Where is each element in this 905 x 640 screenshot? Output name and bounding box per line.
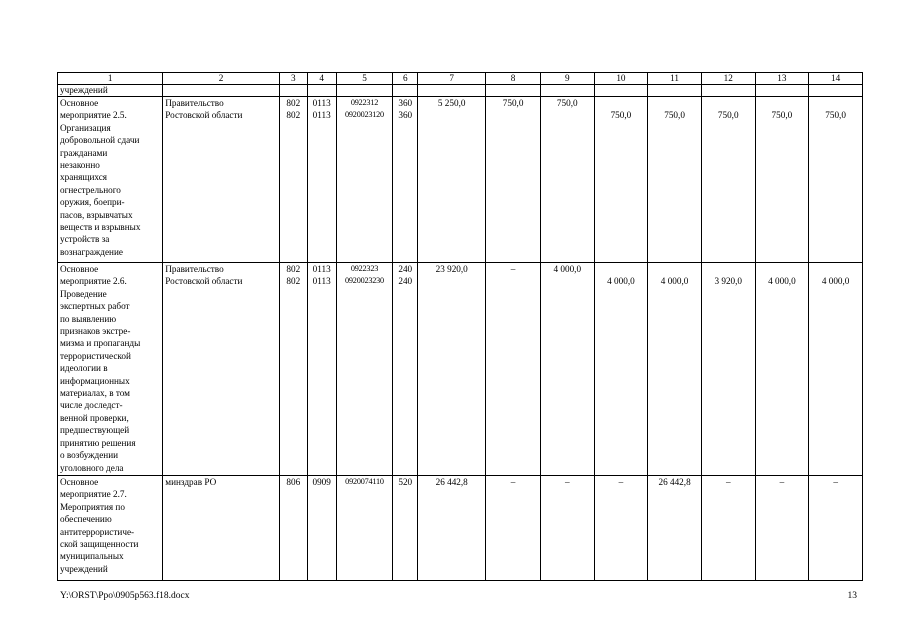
year-amount (648, 476, 702, 581)
activity-description-line: уголовного дела (60, 462, 124, 473)
activity-description-line: идеологии в (60, 363, 108, 374)
year-amount-value: – (618, 477, 624, 487)
col-header: 12 (701, 73, 755, 85)
table-row (58, 263, 863, 476)
activity-description-line: мизма и пропаганды (60, 338, 141, 349)
activity-description (58, 97, 163, 263)
year-amount (755, 263, 809, 476)
activity-description-line: ской защищенности (60, 539, 139, 550)
target-article-code-line: 0922323 (350, 264, 379, 273)
year-amount-value: 4 000,0 (607, 276, 635, 287)
activity-description-line: Основное (60, 477, 99, 487)
expense-type-code-line: 520 (398, 477, 413, 487)
year-amount-value: – (725, 477, 731, 487)
activity-description-line: устройств за (60, 234, 110, 245)
expense-type-code (393, 97, 418, 263)
activity-description-line: учреждений (60, 563, 108, 574)
year-amount-value: – (779, 477, 785, 487)
year-amount-value: 4 000,0 (768, 276, 796, 287)
year-amount (701, 476, 755, 581)
year-amount (594, 476, 648, 581)
target-article-code (336, 476, 393, 581)
activity-description (58, 263, 163, 476)
budget-table (57, 72, 863, 581)
continued-label: учреждений (58, 85, 163, 97)
section-code-line: 0909 (312, 477, 331, 487)
year-amount-value: 3 920,0 (714, 276, 743, 287)
year-amount-value: 4 000,0 (553, 264, 582, 274)
col-header: 10 (594, 73, 648, 85)
executor-line: Ростовской области (165, 276, 243, 287)
grbs-code-line: 806 (286, 477, 301, 487)
year-amount-value: 4 000,0 (821, 276, 850, 287)
year-amount (701, 263, 755, 476)
grbs-code-line: 802 (286, 110, 301, 121)
year-amount (540, 263, 594, 476)
year-amount (594, 97, 648, 263)
year-amount-value: 26 442,8 (658, 477, 691, 487)
activity-description-line: Проведение (60, 288, 107, 299)
col-header: 2 (163, 73, 280, 85)
total-amount (418, 97, 486, 263)
executor (163, 476, 280, 581)
target-article-code-line: 0922312 (350, 98, 379, 107)
col-header: 13 (755, 73, 809, 85)
grbs-code-line: 802 (286, 264, 301, 274)
year-amount-value: 750,0 (771, 110, 793, 121)
year-amount-value: – (564, 477, 570, 487)
year-amount-value: 750,0 (664, 110, 685, 121)
activity-description-line: незаконно (60, 160, 100, 171)
year-amount-value: 750,0 (556, 98, 578, 108)
expense-type-code-line: 240 (398, 276, 413, 287)
year-amount (540, 97, 594, 263)
activity-description-line: Основное (60, 98, 99, 108)
section-code (307, 263, 336, 476)
total-amount-value: 23 920,0 (435, 264, 468, 274)
year-amount-value: 750,0 (825, 110, 846, 121)
activity-description-line: мероприятие 2.5. (60, 110, 127, 121)
executor (163, 97, 280, 263)
section-code-line: 0113 (312, 98, 331, 108)
col-header: 6 (393, 73, 418, 85)
section-code (307, 97, 336, 263)
footer-page-number: 13 (847, 591, 857, 601)
section-code (307, 476, 336, 581)
grbs-code (279, 263, 307, 476)
activity-description-line: информационных (60, 375, 130, 386)
year-amount (809, 97, 863, 263)
grbs-code (279, 476, 307, 581)
activity-description-line: принятию решения (60, 437, 136, 448)
activity-description-line: хранящихся (60, 172, 108, 183)
year-amount-value: – (510, 477, 516, 487)
executor-line: минздрав РО (165, 477, 217, 487)
activity-description-line: оружия, боепри- (60, 197, 125, 208)
activity-description-line: мероприятие 2.7. (60, 489, 127, 500)
activity-description-line: Организация (60, 122, 111, 133)
activity-description-line: материалах, в том (60, 388, 130, 399)
expense-type-code-line: 240 (398, 264, 413, 274)
column-numbers-row (58, 73, 863, 85)
grbs-code-line: 802 (286, 98, 301, 108)
year-amount (809, 263, 863, 476)
year-amount-value: 4 000,0 (660, 276, 689, 287)
activity-description-line: экспертных работ (60, 301, 130, 312)
expense-type-code (393, 476, 418, 581)
total-amount-value: 26 442,8 (435, 477, 468, 487)
activity-description-line: Мероприятия по (60, 501, 125, 512)
executor-line: Правительство (165, 264, 224, 274)
total-amount (418, 263, 486, 476)
total-amount (418, 476, 486, 581)
section-code-line: 0113 (312, 264, 331, 274)
table-row (58, 97, 863, 263)
activity-description-line: мероприятие 2.6. (60, 276, 127, 287)
activity-description-line: антитеррористиче- (60, 526, 135, 537)
executor-line: Правительство (165, 98, 224, 108)
executor (163, 263, 280, 476)
col-header: 5 (336, 73, 393, 85)
executor-line: Ростовской области (165, 110, 243, 121)
activity-description (58, 476, 163, 581)
expense-type-code-line: 360 (398, 110, 413, 121)
col-header: 4 (307, 73, 336, 85)
activity-description-line: венной проверки, (60, 412, 129, 423)
year-amount (809, 476, 863, 581)
target-article-code-line: 0920074110 (345, 477, 384, 486)
year-amount-value: – (833, 477, 838, 487)
activity-description-line: террористической (60, 350, 131, 361)
year-amount (648, 263, 702, 476)
col-header: 9 (540, 73, 594, 85)
table-row (58, 476, 863, 581)
year-amount (540, 476, 594, 581)
activity-description-line: признаков экстре- (60, 326, 131, 337)
col-header: 7 (418, 73, 486, 85)
target-article-code (336, 263, 393, 476)
footer-file-path: Y:\ORST\Ppo\0905p563.f18.docx (60, 591, 190, 601)
col-header: 11 (648, 73, 702, 85)
activity-description-line: по выявлению (60, 313, 117, 324)
year-amount (486, 476, 541, 581)
col-header: 3 (279, 73, 307, 85)
year-amount-value: 750,0 (717, 110, 739, 121)
year-amount-value: 750,0 (610, 110, 632, 121)
col-header: 1 (58, 73, 163, 85)
expense-type-code-line: 360 (398, 98, 413, 108)
activity-description-line: Основное (60, 264, 99, 274)
year-amount-value: – (510, 264, 516, 274)
activity-description-line: предшествующей (60, 425, 130, 436)
total-amount-value: 5 250,0 (437, 98, 466, 108)
activity-description-line: о возбуждении (60, 450, 119, 461)
activity-description-line: муниципальных (60, 551, 124, 562)
col-header: 8 (486, 73, 541, 85)
col-header: 14 (809, 73, 863, 85)
section-code-line: 0113 (312, 110, 331, 121)
activity-description-line: пасов, взрывчатых (60, 209, 133, 220)
activity-description-line: веществ и взрывных (60, 222, 141, 233)
year-amount (701, 97, 755, 263)
year-amount (755, 97, 809, 263)
activity-description-line: добровольной сдачи (60, 135, 140, 146)
target-article-code-line: 0920023120 (345, 110, 384, 120)
grbs-code (279, 97, 307, 263)
section-code-line: 0113 (312, 276, 331, 287)
activity-description-line: вознаграждение (60, 246, 123, 257)
year-amount (594, 263, 648, 476)
year-amount-value: 750,0 (502, 98, 524, 108)
year-amount (755, 476, 809, 581)
activity-description-line: числе доследст- (60, 400, 123, 411)
activity-description-line: гражданами (60, 147, 108, 158)
target-article-code-line: 0920023230 (345, 276, 384, 286)
continued-row (58, 85, 863, 97)
target-article-code (336, 97, 393, 263)
grbs-code-line: 802 (286, 276, 301, 287)
year-amount (648, 97, 702, 263)
activity-description-line: обеспечению (60, 514, 112, 525)
activity-description-line: огнестрельного (60, 184, 121, 195)
year-amount (486, 263, 541, 476)
year-amount (486, 97, 541, 263)
expense-type-code (393, 263, 418, 476)
